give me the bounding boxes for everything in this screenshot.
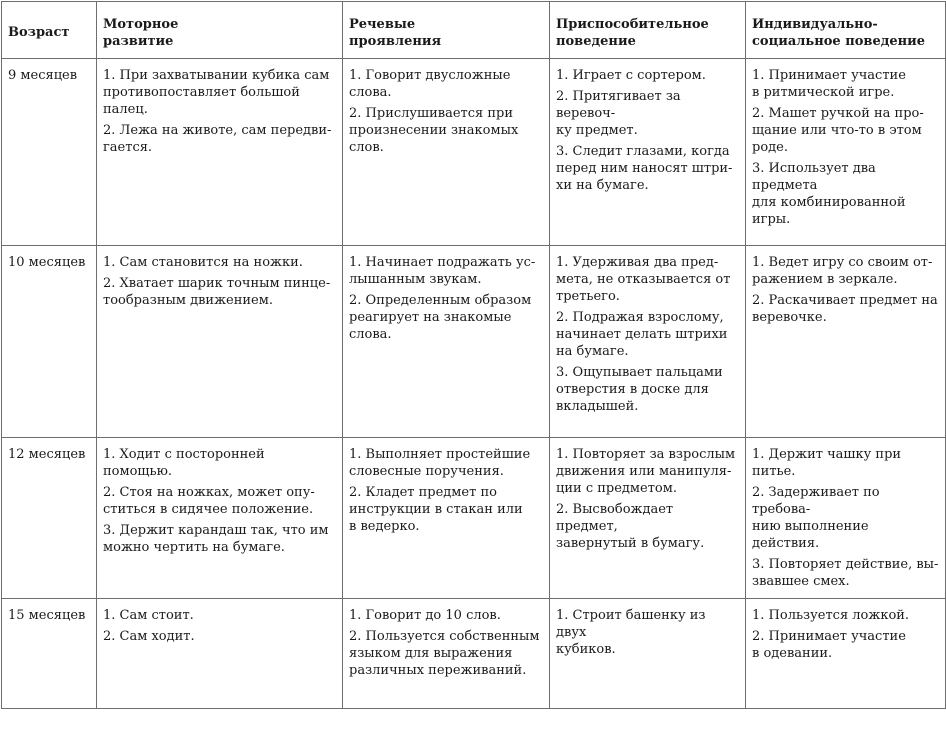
header-social-label: Индивидуально- социальное поведение: [752, 17, 926, 49]
list-item: 1. Начинает подражать ус- лышанным звукам.: [349, 255, 536, 287]
list-item: 1. При захватывании кубика сам противопоставляет большой палец.: [103, 68, 330, 117]
list-item: 2. Кладет предмет по инструкции в стакан или в ведерко.: [349, 485, 523, 534]
table-body: [2, 59, 946, 709]
speech-cell: [343, 599, 550, 709]
header-speech: [343, 2, 550, 59]
list-item: 2. Хватает шарик точным пинце- тообразным движением.: [103, 276, 331, 308]
list-item: 2. Раскачивает предмет на веревочке.: [752, 293, 938, 325]
list-item: 1. Говорит до 10 слов.: [349, 608, 501, 623]
list-item: 1. Выполняет простейшие словесные поручения.: [349, 447, 531, 479]
list-item: 1. Ведет игру со своим от- ражением в зеркале.: [752, 255, 933, 287]
list-item: 2. Притягивает за веревоч- ку предмет.: [556, 89, 681, 138]
header-adaptive-label: Приспособительное поведение: [556, 17, 709, 49]
adaptive-cell: [550, 599, 746, 709]
list-item: 3. Использует два предмета для комбинированной игры.: [752, 161, 906, 227]
table-row: [2, 59, 946, 246]
list-item: 1. Держит чашку при питье.: [752, 447, 902, 479]
header-speech-label: Речевые проявления: [349, 17, 442, 49]
header-age: Возраст: [2, 2, 97, 59]
speech-cell: [343, 438, 550, 599]
table-row: [2, 599, 946, 709]
table-row: [2, 438, 946, 599]
adaptive-cell: [550, 438, 746, 599]
list-item: 2. Стоя на ножках, может опу- ститься в сидячее положение.: [103, 485, 315, 517]
list-item: 1. Удерживая два пред- мета, не отказывается от третьего.: [556, 255, 731, 304]
list-item: 2. Сам ходит.: [103, 629, 195, 644]
list-item: 2. Пользуется собственным языком для выражения различных переживаний.: [349, 629, 540, 678]
header-motor-label: Моторное развитие: [103, 17, 179, 49]
adaptive-cell: [550, 246, 746, 438]
motor-cell: [97, 599, 343, 709]
adaptive-cell: [550, 59, 746, 246]
list-item: 1. Ходит с посторонней помощью.: [103, 447, 265, 479]
header-social: [746, 2, 946, 59]
list-item: 3. Держит карандаш так, что им можно чертить на бумаге.: [103, 523, 329, 555]
header-motor: [97, 2, 343, 59]
age-cell: 10 месяцев: [2, 246, 97, 438]
list-item: 1. Играет с сортером.: [556, 68, 706, 83]
list-item: 1. Пользуется ложкой.: [752, 608, 910, 623]
development-table: [1, 1, 946, 709]
list-item: 3. Повторяет действие, вы- звавшее смех.: [752, 557, 939, 589]
list-item: 2. Задерживает по требова- нию выполнение действия.: [752, 485, 880, 551]
list-item: 3. Следит глазами, когда перед ним наносят штри- хи на бумаге.: [556, 144, 733, 193]
list-item: 2. Машет ручкой на про- щание или что-то в этом роде.: [752, 106, 924, 155]
social-cell: [746, 59, 946, 246]
social-cell: [746, 438, 946, 599]
table-header: [2, 2, 946, 59]
social-cell: [746, 599, 946, 709]
motor-cell: [97, 246, 343, 438]
list-item: 1. Сам становится на ножки.: [103, 255, 303, 270]
header-adaptive: [550, 2, 746, 59]
list-item: 1. Строит башенку из двух кубиков.: [556, 608, 706, 657]
table-row: [2, 246, 946, 438]
social-cell: [746, 246, 946, 438]
list-item: 2. Подражая взрослому, начинает делать штрихи на бумаге.: [556, 310, 728, 359]
motor-cell: [97, 59, 343, 246]
list-item: 1. Повторяет за взрослым движения или манипуля- ции с предметом.: [556, 447, 736, 496]
list-item: 1. Принимает участие в ритмической игре.: [752, 68, 906, 100]
list-item: 1. Сам стоит.: [103, 608, 194, 623]
age-cell: 12 месяцев: [2, 438, 97, 599]
motor-cell: [97, 438, 343, 599]
speech-cell: [343, 246, 550, 438]
list-item: 2. Прислушивается при произнесении знакомых слов.: [349, 106, 519, 155]
list-item: 3. Ощупывает пальцами отверстия в доске для вкладышей.: [556, 365, 723, 414]
speech-cell: [343, 59, 550, 246]
list-item: 2. Высвобождает предмет, завернутый в бумагу.: [556, 502, 705, 551]
list-item: 2. Принимает участие в одевании.: [752, 629, 906, 661]
header-row: [2, 2, 946, 59]
age-cell: 15 месяцев: [2, 599, 97, 709]
list-item: 2. Лежа на животе, сам передви- гается.: [103, 123, 332, 155]
list-item: 1. Говорит двусложные слова.: [349, 68, 511, 100]
list-item: 2. Определенным образом реагирует на знакомые слова.: [349, 293, 532, 342]
age-cell: 9 месяцев: [2, 59, 97, 246]
